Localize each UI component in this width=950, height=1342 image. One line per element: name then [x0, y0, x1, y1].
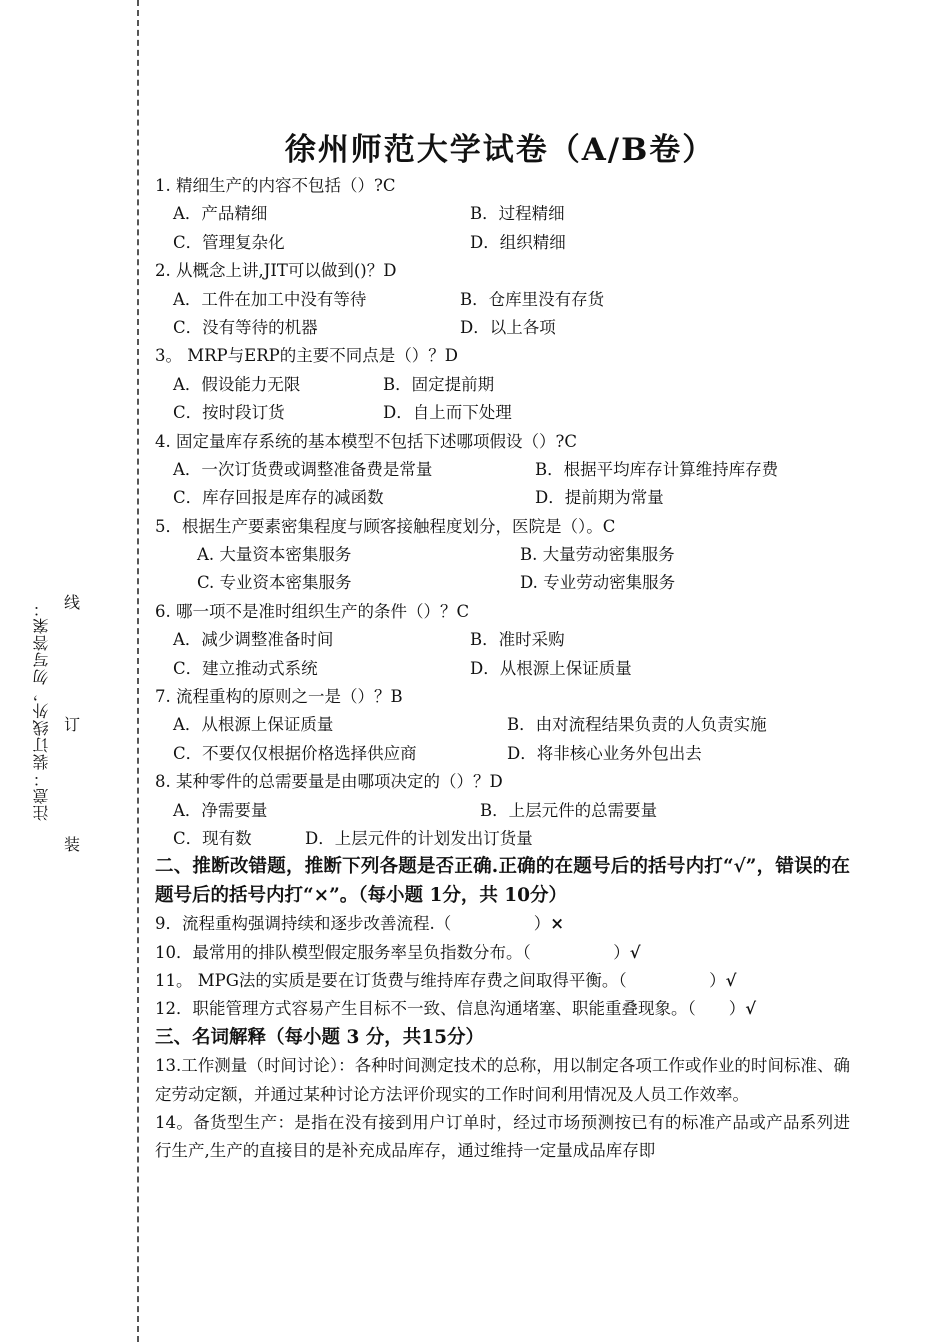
q5-option-b: B. 大量劳动密集服务 [520, 545, 675, 565]
section-3-heading: 三、名词解释（每小题 3 分，共15分） [155, 1026, 484, 1048]
question-7-stem: 7. 流程重构的原则之一是（）？B [155, 687, 403, 707]
q5-option-a: A. 大量资本密集服务 [197, 545, 352, 565]
q6-option-b: B．准时采购 [470, 630, 565, 650]
q2-option-c: C．没有等待的机器 [173, 317, 318, 337]
question-12 [155, 995, 850, 1023]
q10-text: 10．最常用的排队模型假定服务率呈负指数分布。（ ） [155, 942, 630, 962]
q3-option-d: D．自上而下处理 [383, 403, 512, 423]
question-6-options-row-2 [155, 655, 850, 683]
question-9 [155, 910, 850, 938]
q4-option-a: A．一次订货费或调整准备费是常量 [173, 459, 433, 479]
exam-content [155, 172, 850, 1166]
question-4-stem: 4. 固定量库存系统的基本模型不包括下述哪项假设（）?C [155, 431, 577, 451]
question-6-stem: 6. 哪一项不是准时组织生产的条件（）？C [155, 601, 470, 621]
q1-option-d: D．组织精细 [470, 232, 566, 252]
question-7-options-row-2 [155, 740, 850, 768]
q6-option-c: C．建立推动式系统 [173, 658, 318, 678]
question-7-options-row-1 [155, 711, 850, 739]
question-4-options-row-1 [155, 456, 850, 484]
q1-option-b: B．过程精细 [470, 204, 565, 224]
q11-text: 11。 MPG法的实质是要在订货费与维持库存费之间取得平衡。（ ） [155, 970, 726, 990]
q10-answer-mark: √ [629, 942, 641, 962]
q1-option-c: C．管理复杂化 [173, 232, 285, 252]
question-1-options-row-2 [155, 229, 850, 257]
question-2-options-row-2 [155, 314, 850, 342]
q4-option-c: C．库存回报是库存的减函数 [173, 488, 384, 508]
question-1-options-row-1 [155, 200, 850, 228]
q3-option-b: B．固定提前期 [383, 374, 495, 394]
question-3-options-row-1 [155, 371, 850, 399]
q2-option-d: D．以上各项 [460, 317, 556, 337]
question-8-stem: 8. 某种零件的总需要量是由哪项决定的（）？D [155, 772, 503, 792]
question-5-options-row-2 [155, 569, 850, 597]
q5-option-c: C. 专业资本密集服务 [197, 573, 352, 593]
q6-option-a: A．减少调整准备时间 [173, 630, 334, 650]
q12-text: 12．职能管理方式容易产生目标不一致、信息沟通堵塞、职能重叠现象。（ ） [155, 999, 746, 1019]
question-3-stem: 3。 MRP与ERP的主要不同点是（）？D [155, 346, 458, 366]
question-2-options-row-1 [155, 286, 850, 314]
q8-option-c: C．现有数 [173, 828, 252, 848]
question-3-options-row-2 [155, 399, 850, 427]
q12-answer-mark: √ [745, 999, 757, 1019]
question-2-stem: 2. 从概念上讲,JIT可以做到()？D [155, 261, 397, 281]
binding-dashed-line [137, 0, 139, 1342]
question-6-options-row-1 [155, 626, 850, 654]
exam-title: 徐州师范大学试卷（A/B卷） [284, 132, 716, 168]
q6-option-d: D．从根源上保证质量 [470, 658, 632, 678]
q8-option-b: B．上层元件的总需要量 [480, 800, 658, 820]
question-5-options-row-1 [155, 541, 850, 569]
q2-option-a: A．工件在加工中没有等待 [173, 289, 367, 309]
q11-answer-mark: √ [725, 970, 737, 990]
q1-option-a: A．产品精细 [173, 204, 268, 224]
q3-option-a: A．假设能力无限 [173, 374, 301, 394]
q7-option-a: A．从根源上保证质量 [173, 715, 334, 735]
q8-option-a: A．净需要量 [173, 800, 268, 820]
question-13: 13.工作测量（时间讨论）：各种时间测定技术的总称，用以制定各项工作或作业的时间标准、确定劳动定额，并通过某种讨论方法评价现实的工作时间利用情况及人员工作效率。 [155, 1056, 850, 1104]
q3-option-c: C．按时段订货 [173, 403, 285, 423]
q8-option-d: D．上层元件的计划发出订货量 [305, 828, 533, 848]
binding-note: 注意：装订线外，勿写答案： [32, 600, 51, 821]
question-11 [155, 967, 850, 995]
q9-text: 9．流程重构强调持续和逐步改善流程.（ ） [155, 914, 551, 934]
question-5-stem: 5．根据生产要素密集程度与顾客接触程度划分，医院是（）。C [155, 516, 616, 536]
question-8-options-row-1 [155, 797, 850, 825]
binding-word-xian: 线 [63, 593, 80, 612]
q5-option-d: D. 专业劳动密集服务 [520, 573, 676, 593]
q2-option-b: B．仓库里没有存货 [460, 289, 605, 309]
binding-word-ding: 订 [63, 715, 80, 734]
question-8-options-row-2 [155, 825, 850, 853]
q7-option-c: C．不要仅仅根据价格选择供应商 [173, 743, 417, 763]
question-4-options-row-2 [155, 484, 850, 512]
q9-answer-mark: × [550, 914, 565, 934]
question-1-stem: 1. 精细生产的内容不包括（）?C [155, 176, 396, 195]
question-14: 14。备货型生产：是指在没有接到用户订单时，经过市场预测按已有的标准产品或产品系列进行生产,生产的直接目的是补充成品库存，通过维持一定量成品库存即 [155, 1112, 850, 1161]
q4-option-b: B．根据平均库存计算维持库存费 [535, 459, 779, 479]
q4-option-d: D．提前期为常量 [535, 488, 664, 508]
binding-word-zhuang: 装 [63, 835, 80, 854]
q7-option-d: D．将非核心业务外包出去 [507, 743, 702, 763]
section-2-heading: 二、推断改错题，推断下列各题是否正确.正确的在题号后的括号内打“√”，错误的在题号后的括号内打“×”。（每小题 1分，共 10分） [155, 856, 850, 906]
q7-option-b: B．由对流程结果负责的人负责实施 [507, 715, 767, 735]
question-10 [155, 939, 850, 967]
